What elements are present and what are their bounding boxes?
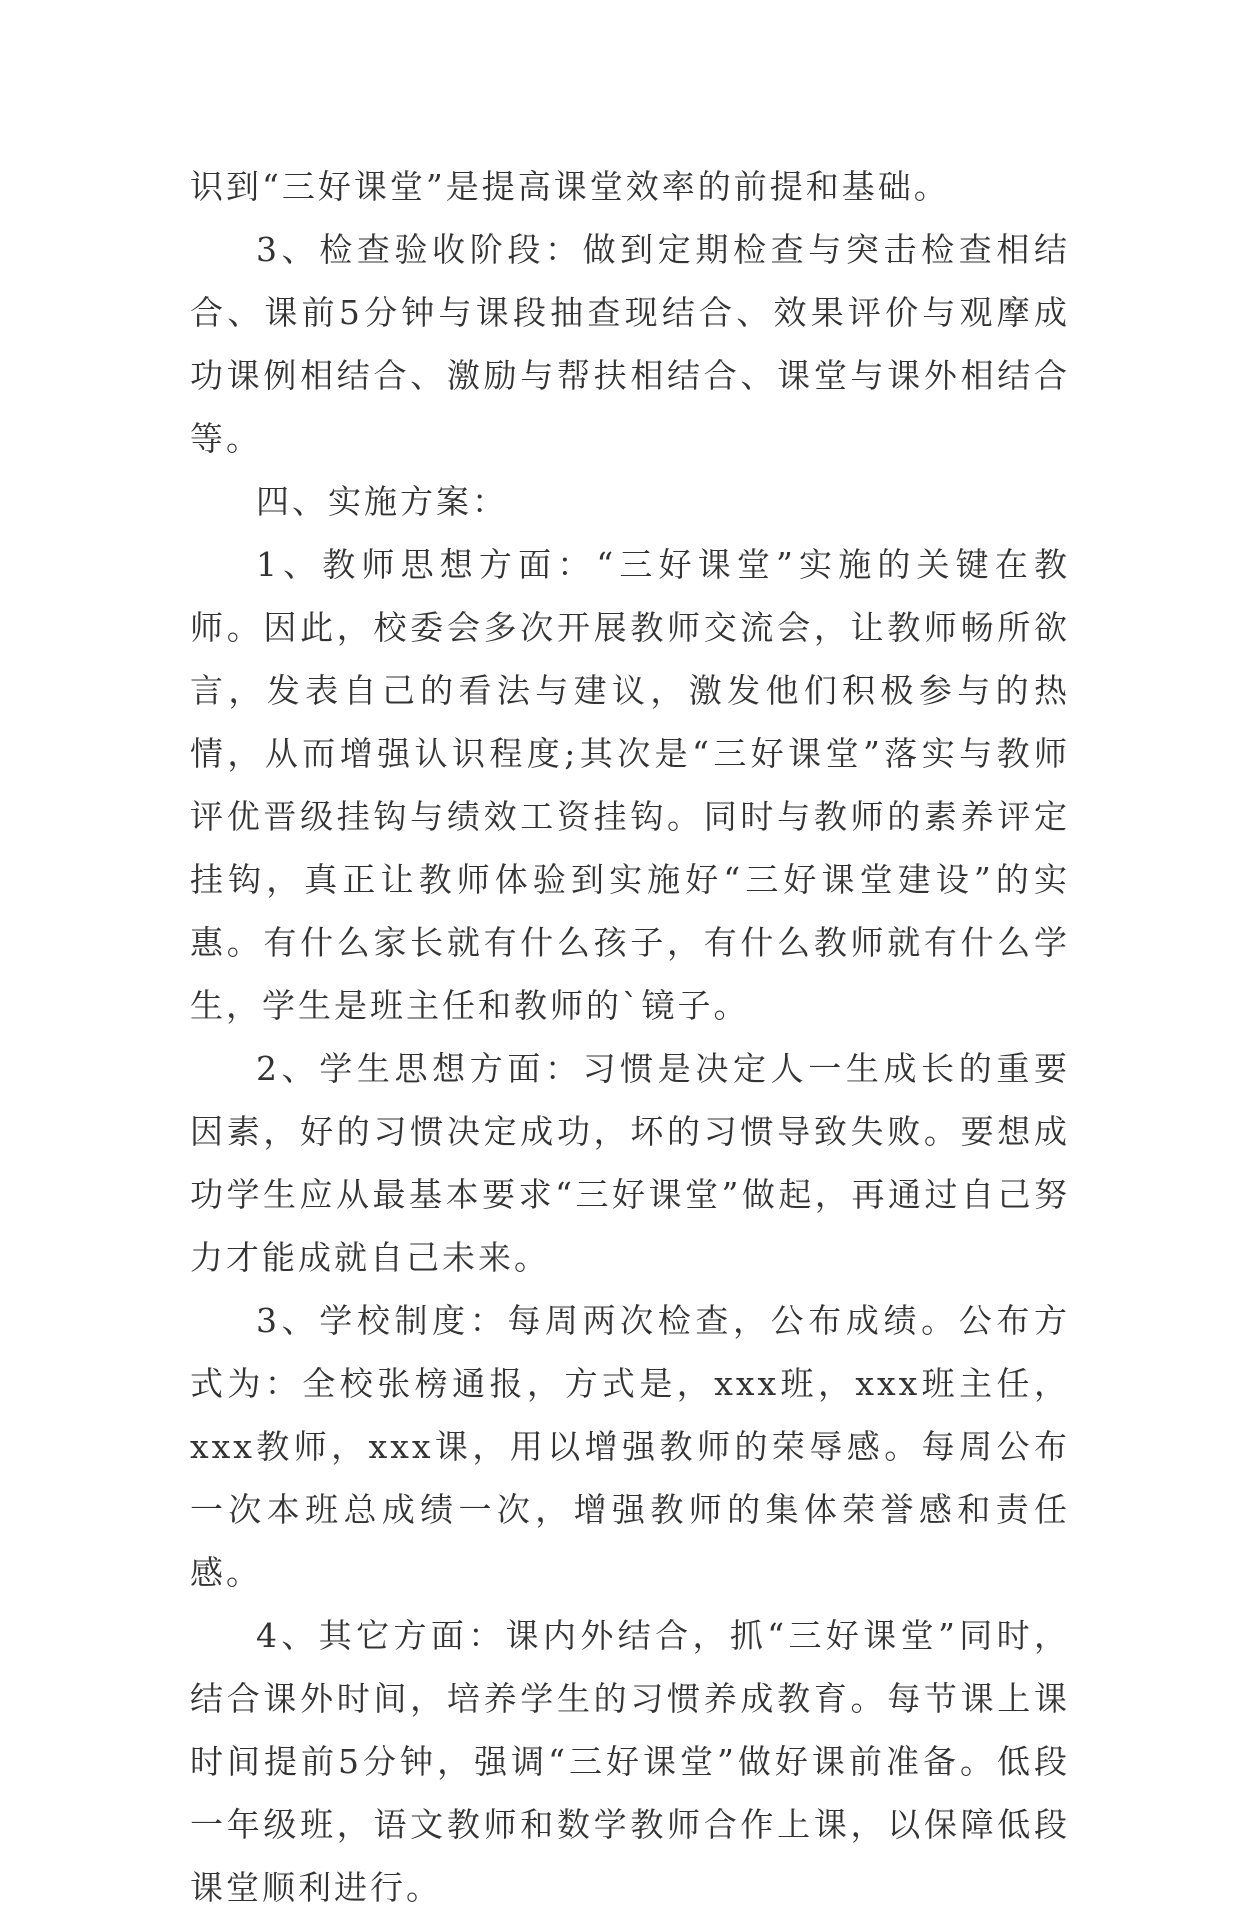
paragraph-intro-continuation: 识到“三好课堂”是提高课堂效率的前提和基础。 [190,167,950,206]
paragraph-teacher-thinking: 1、教师思想方面：“三好课堂”实施的关键在教师。因此，校委会多次开展教师交流会，让教师畅所欲言，发表自己的看法与建议，激发他们积极参与的热情，从而增强认识程度;其次是“三好课堂”落实与教师评优晋级挂钩与绩效工资挂钩。同时与教师的素养评定挂钩，真正让教师体验到实施好“三好课堂建设”的实惠。有什么家长就有什么孩子，有什么教师就有什么学生，学生是班主任和教师的`镜子。 [190,545,1070,1025]
section-heading-implementation: 四、实施方案： [256,482,508,521]
paragraph-student-thinking: 2、学生思想方面：习惯是决定人一生成长的重要因素，好的习惯决定成功，坏的习惯导致失败。要想成功学生应从最基本要求“三好课堂”做起，再通过自己努力才能成就自己未来。 [190,1049,1070,1277]
paragraph-school-system: 3、学校制度：每周两次检查，公布成绩。公布方式为：全校张榜通报，方式是，xxx班，xxx班主任，xxx教师，xxx课，用以增强教师的荣辱感。每周公布一次本班总成绩一次，增强教师的集体荣誉感和责任感。 [190,1301,1070,1592]
paragraph-other-aspects: 4、其它方面：课内外结合，抓“三好课堂”同时，结合课外时间，培养学生的习惯养成教育。每节课上课时间提前5分钟，强调“三好课堂”做好课前准备。低段一年级班，语文教师和数学教师合作上课，以保障低段课堂顺利进行。 [190,1616,1070,1907]
paragraph-inspection-stage: 3、检查验收阶段：做到定期检查与突击检查相结合、课前5分钟与课段抽查现结合、效果评价与观摩成功课例相结合、激励与帮扶相结合、课堂与课外相结合等。 [190,230,1070,458]
document-body [190,155,1070,1919]
